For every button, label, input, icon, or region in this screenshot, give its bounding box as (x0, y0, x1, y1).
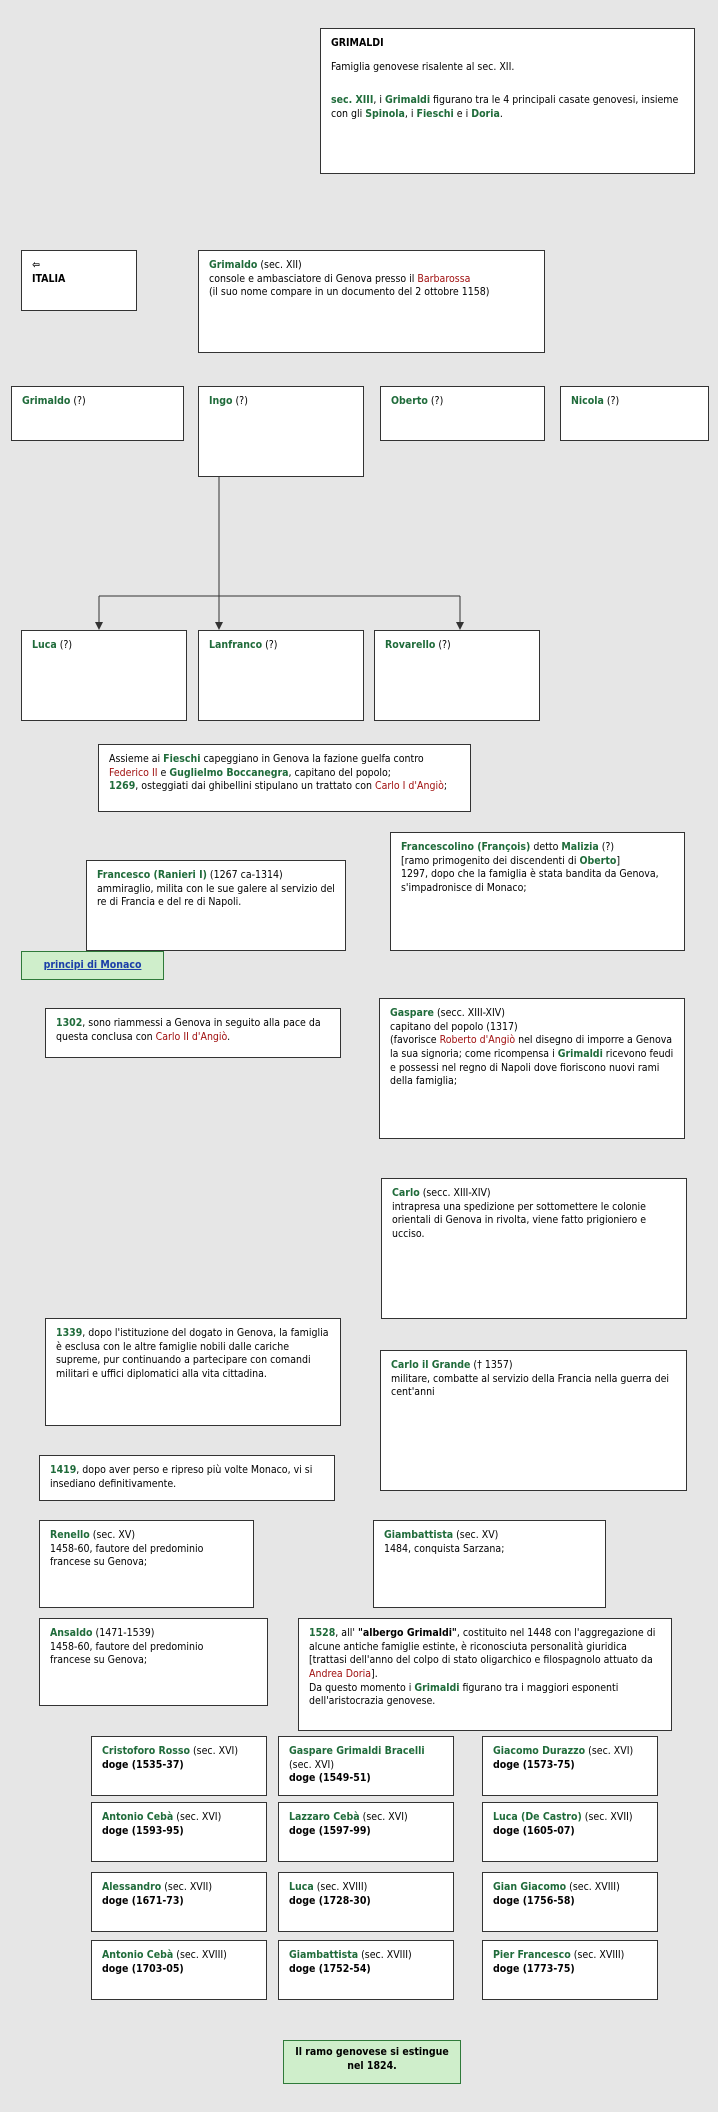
text: (sec. XVII) (161, 1881, 213, 1893)
gaspare-box (379, 998, 685, 1139)
andrea-doria-link[interactable]: Andrea Doria (309, 1667, 372, 1680)
giambattista-box (373, 1520, 606, 1608)
doge-box (482, 1736, 658, 1796)
doge-box (482, 1802, 658, 1862)
root-grimaldo-box (198, 250, 545, 353)
carlo-desc: intrapresa una spedizione per sottomettere le colonie orientali di Genova in rivolta, viene fatto prigioniero e ucciso. (392, 1200, 647, 1240)
text: [trattasi dell'anno del colpo di stato oligarchico e filospagnolo attuato da (309, 1654, 653, 1667)
ansaldo-name-link[interactable]: Ansaldo (50, 1627, 93, 1639)
riammessi-box (45, 1008, 341, 1058)
century-link[interactable]: sec. XIII (331, 94, 374, 107)
carlo-grande-name-link[interactable]: Carlo il Grande (391, 1359, 471, 1371)
carlo-ii-link[interactable]: Carlo II d'Angiò (155, 1030, 228, 1043)
year-link[interactable]: 1419 (50, 1464, 77, 1476)
doge-name-link[interactable]: Antonio Cebà (102, 1811, 174, 1823)
doge-term: doge (1773-75) (493, 1962, 575, 1975)
header-box (320, 28, 695, 174)
son-q: (?) (427, 395, 444, 407)
text: . (499, 107, 503, 120)
doge-term: doge (1752-54) (289, 1962, 371, 1975)
end-note-text: Il ramo genovese si estingue nel 1824. (295, 2046, 449, 2072)
header-intro (331, 61, 684, 75)
doge-box (278, 1872, 454, 1932)
guglielmo-link[interactable]: Guglielmo Boccanegra (169, 766, 289, 779)
son-box (380, 386, 545, 441)
text: e i (453, 107, 472, 120)
text: (1471-1539) (92, 1627, 155, 1639)
text: (sec. XVI) (585, 1745, 634, 1757)
back-arrow-icon: ⇦ (32, 259, 40, 271)
ansaldo-desc: francese su Genova; (50, 1654, 148, 1667)
grandson-q: (?) (435, 639, 451, 651)
renello-name-link[interactable]: Renello (50, 1529, 90, 1541)
text: nel disegno di imporre a Genova la sua signoria; come ricompensa i (390, 1034, 673, 1060)
doge-term: doge (1756-58) (493, 1894, 575, 1907)
text: (sec. XVIII) (570, 1949, 625, 1961)
renello-desc: francese su Genova; (50, 1556, 148, 1569)
son-name-link[interactable]: Nicola (571, 395, 604, 407)
roberto-link[interactable]: Roberto d'Angiò (439, 1034, 516, 1047)
federico-link[interactable]: Federico II (109, 766, 158, 779)
doge-term: doge (1573-75) (493, 1758, 575, 1771)
malizia-link[interactable]: Malizia (561, 841, 599, 853)
text: , dopo l'istituzione del dogato in Genova, la famiglia è esclusa con le altre famiglie nobili dalle cariche supreme, pur continuando a partecipare con comandi militari e uffici diplomatici alla vita cittadina. (56, 1327, 329, 1380)
doge-name-link[interactable]: Lazzaro Cebà (289, 1811, 360, 1823)
ansaldo-desc: 1458-60, fautore del predominio (50, 1640, 204, 1653)
doge-term: doge (1728-30) (289, 1894, 371, 1907)
root-desc: console e ambasciatore di Genova presso il (209, 272, 418, 285)
text: detto (530, 841, 562, 853)
text: (sec. XVIII) (566, 1881, 620, 1893)
year-link[interactable]: 1528 (309, 1627, 336, 1639)
year-link[interactable]: 1269 (109, 780, 136, 793)
text: (?) (598, 841, 615, 853)
grandson-name-link[interactable]: Luca (32, 639, 57, 651)
son-name-link[interactable]: Ingo (209, 395, 233, 407)
guelfa-box (98, 744, 471, 812)
francesco-name-link[interactable]: Francesco (Ranieri I) (97, 869, 207, 881)
grandson-box (21, 630, 187, 721)
text: ]. (371, 1667, 378, 1680)
doge-name-link[interactable]: Luca (289, 1881, 314, 1893)
text: , dopo aver perso e ripreso più volte Monaco, vi si insediano definitivamente. (50, 1464, 313, 1490)
doge-box (91, 1940, 267, 2000)
text: (sec. XV) (453, 1529, 499, 1541)
text: , i (373, 94, 385, 107)
son-box (11, 386, 184, 441)
gaspare-role: capitano del popolo (1317) (390, 1020, 518, 1033)
grandson-name-link[interactable]: Rovarello (385, 639, 436, 651)
doge-name-link[interactable]: Pier Francesco (493, 1949, 571, 1961)
son-name-link[interactable]: Grimaldo (22, 395, 71, 407)
grandson-q: (?) (262, 639, 278, 651)
doge-name-link[interactable]: Gian Giacomo (493, 1881, 567, 1893)
text: , i (404, 107, 417, 120)
text: figurano tra i maggiori esponenti dell'aristocrazia genovese. (309, 1681, 619, 1708)
francesco-desc: ammiraglio, milita con le sue galere al servizio del re di Francia e del re di Napoli. (97, 882, 335, 909)
text: (sec. XV) (89, 1529, 136, 1541)
root-sec: (sec. XII) (257, 259, 302, 271)
doge-box (91, 1736, 267, 1796)
text: capeggiano in Genova la fazione guelfa contro (200, 753, 424, 765)
grandson-box (198, 630, 364, 721)
francesco-dates: (1267 ca-1314) (206, 869, 283, 881)
text: († 1357) (470, 1359, 513, 1371)
albergo-box (298, 1618, 672, 1731)
text: [ramo primogenito dei discendenti di (401, 854, 580, 867)
text: ricevono feudi e possessi nel regno di Napoli dove fioriscono nuovi rami della famiglia; (390, 1047, 674, 1088)
fieschi-link[interactable]: Fieschi (163, 753, 201, 765)
doge-box (482, 1872, 658, 1932)
spinola-link[interactable]: Spinola (365, 107, 405, 120)
son-box (560, 386, 709, 441)
root-name-link[interactable]: Grimaldo (209, 259, 258, 271)
son-q: (?) (232, 395, 248, 407)
ansaldo-box (39, 1618, 268, 1706)
carlo-grande-box (380, 1350, 687, 1491)
grimaldi-link[interactable]: Grimaldi (384, 94, 431, 107)
text: e (157, 766, 170, 779)
giambattista-desc: 1484, conquista Sarzana; (384, 1542, 505, 1555)
header-casate (331, 94, 684, 121)
son-q: (?) (603, 395, 620, 407)
text: (sec. XVI) (190, 1745, 239, 1757)
text: ] (616, 854, 621, 867)
doge-term: doge (1549-51) (289, 1772, 371, 1785)
grimaldi-link[interactable]: Grimaldi (557, 1047, 603, 1060)
albergo-label: "albergo Grimaldi" (357, 1627, 457, 1639)
monaco-princes-link[interactable]: principi di Monaco (43, 959, 142, 971)
grandson-box (374, 630, 540, 721)
gaspare-name-link[interactable]: Gaspare (390, 1007, 434, 1019)
text: (favorisce (390, 1034, 440, 1047)
doge-term: doge (1597-99) (289, 1824, 371, 1837)
year-link[interactable]: 1302 (56, 1017, 83, 1029)
barbarossa-link[interactable]: Barbarossa (417, 272, 471, 285)
giambattista-name-link[interactable]: Giambattista (384, 1529, 454, 1541)
text: ; (443, 780, 448, 793)
doge-name-link[interactable]: Giambattista (289, 1949, 359, 1961)
end-note (283, 2040, 461, 2084)
doge-name-link[interactable]: Giacomo Durazzo (493, 1745, 586, 1757)
renello-desc: 1458-60, fautore del predominio (50, 1542, 204, 1555)
francescolino-desc: 1297, dopo che la famiglia è stata bandita da Genova, s'impadronisce di Monaco; (401, 868, 659, 894)
text: (sec. XVIII) (358, 1949, 412, 1961)
doge-name-link[interactable]: Gaspare Grimaldi Bracelli (289, 1745, 425, 1757)
carlo-name-link[interactable]: Carlo (392, 1187, 420, 1199)
monaco-1419-box (39, 1455, 335, 1501)
root-note: (il suo nome compare in un documento del 2 ottobre 1158) (209, 286, 490, 299)
doge-box (278, 1940, 454, 2000)
text: . (227, 1030, 231, 1043)
dogato-box (45, 1318, 341, 1426)
year-link[interactable]: 1339 (56, 1327, 83, 1339)
doge-box (278, 1736, 454, 1796)
renello-box (39, 1520, 254, 1608)
carlo-grande-desc: militare, combatte al servizio della Francia nella guerra dei cent'anni (391, 1372, 670, 1399)
doria-link[interactable]: Doria (471, 107, 500, 120)
doge-term: doge (1593-95) (102, 1824, 184, 1837)
doge-box (91, 1802, 267, 1862)
doge-term: doge (1535-37) (102, 1758, 184, 1771)
text: (sec. XVIII) (173, 1949, 227, 1961)
doge-term: doge (1703-05) (102, 1962, 184, 1975)
doge-term: doge (1605-07) (493, 1824, 575, 1837)
text: Assieme ai (109, 753, 164, 765)
header-line1: Famiglia genovese risalente al sec. XII. (331, 60, 515, 73)
italia-back-button[interactable] (21, 250, 137, 311)
text: (sec. XVI) (359, 1811, 408, 1823)
text: figurano tra le 4 principali casate genovesi, insieme con gli (331, 94, 679, 120)
francescolino-name-link[interactable]: Francescolino (François) (401, 841, 531, 853)
doge-name-link[interactable]: Alessandro (102, 1881, 162, 1893)
text: (sec. XVIII) (313, 1881, 368, 1893)
grandson-q: (?) (56, 639, 73, 651)
carlo-i-link[interactable]: Carlo I d'Angiò (374, 780, 444, 793)
text: , all' (335, 1627, 358, 1639)
text: (secc. XIII-XIV) (433, 1007, 505, 1019)
son-box (198, 386, 364, 477)
grandson-name-link[interactable]: Lanfranco (209, 639, 263, 651)
francesco-box (86, 860, 346, 951)
text: (sec. XVI) (289, 1758, 335, 1771)
francescolino-box (390, 832, 685, 951)
text: , sono riammessi a Genova in seguito alla pace da questa conclusa con (56, 1017, 321, 1043)
carlo-box (381, 1178, 687, 1319)
doge-name-link[interactable]: Cristoforo Rosso (102, 1745, 190, 1757)
son-q: (?) (70, 395, 86, 407)
text: (secc. XIII-XIV) (419, 1187, 491, 1199)
doge-term: doge (1671-73) (102, 1894, 184, 1907)
text: (sec. XVII) (581, 1811, 633, 1823)
grimaldi-link[interactable]: Grimaldi (414, 1681, 460, 1694)
doge-name-link[interactable]: Luca (De Castro) (493, 1811, 582, 1823)
oberto-link[interactable]: Oberto (579, 854, 617, 867)
page-title: GRIMALDI (331, 37, 384, 49)
doge-box (278, 1802, 454, 1862)
text: , capitano del popolo; (288, 766, 391, 779)
doge-box (482, 1940, 658, 2000)
monaco-princes-button[interactable] (21, 951, 164, 980)
son-name-link[interactable]: Oberto (391, 395, 428, 407)
text: (sec. XVI) (173, 1811, 222, 1823)
text: , osteggiati dai ghibellini stipulano un trattato con (135, 780, 375, 793)
text: Da questo momento i (309, 1681, 415, 1694)
doge-name-link[interactable]: Antonio Cebà (102, 1949, 174, 1961)
fieschi-link[interactable]: Fieschi (416, 107, 454, 120)
italia-label: ITALIA (32, 272, 66, 285)
doge-box (91, 1872, 267, 1932)
text: , costituito nel 1448 con l'aggregazione di alcune antiche famiglie estinte, è riconosciuta personalità giuridica (309, 1627, 656, 1653)
